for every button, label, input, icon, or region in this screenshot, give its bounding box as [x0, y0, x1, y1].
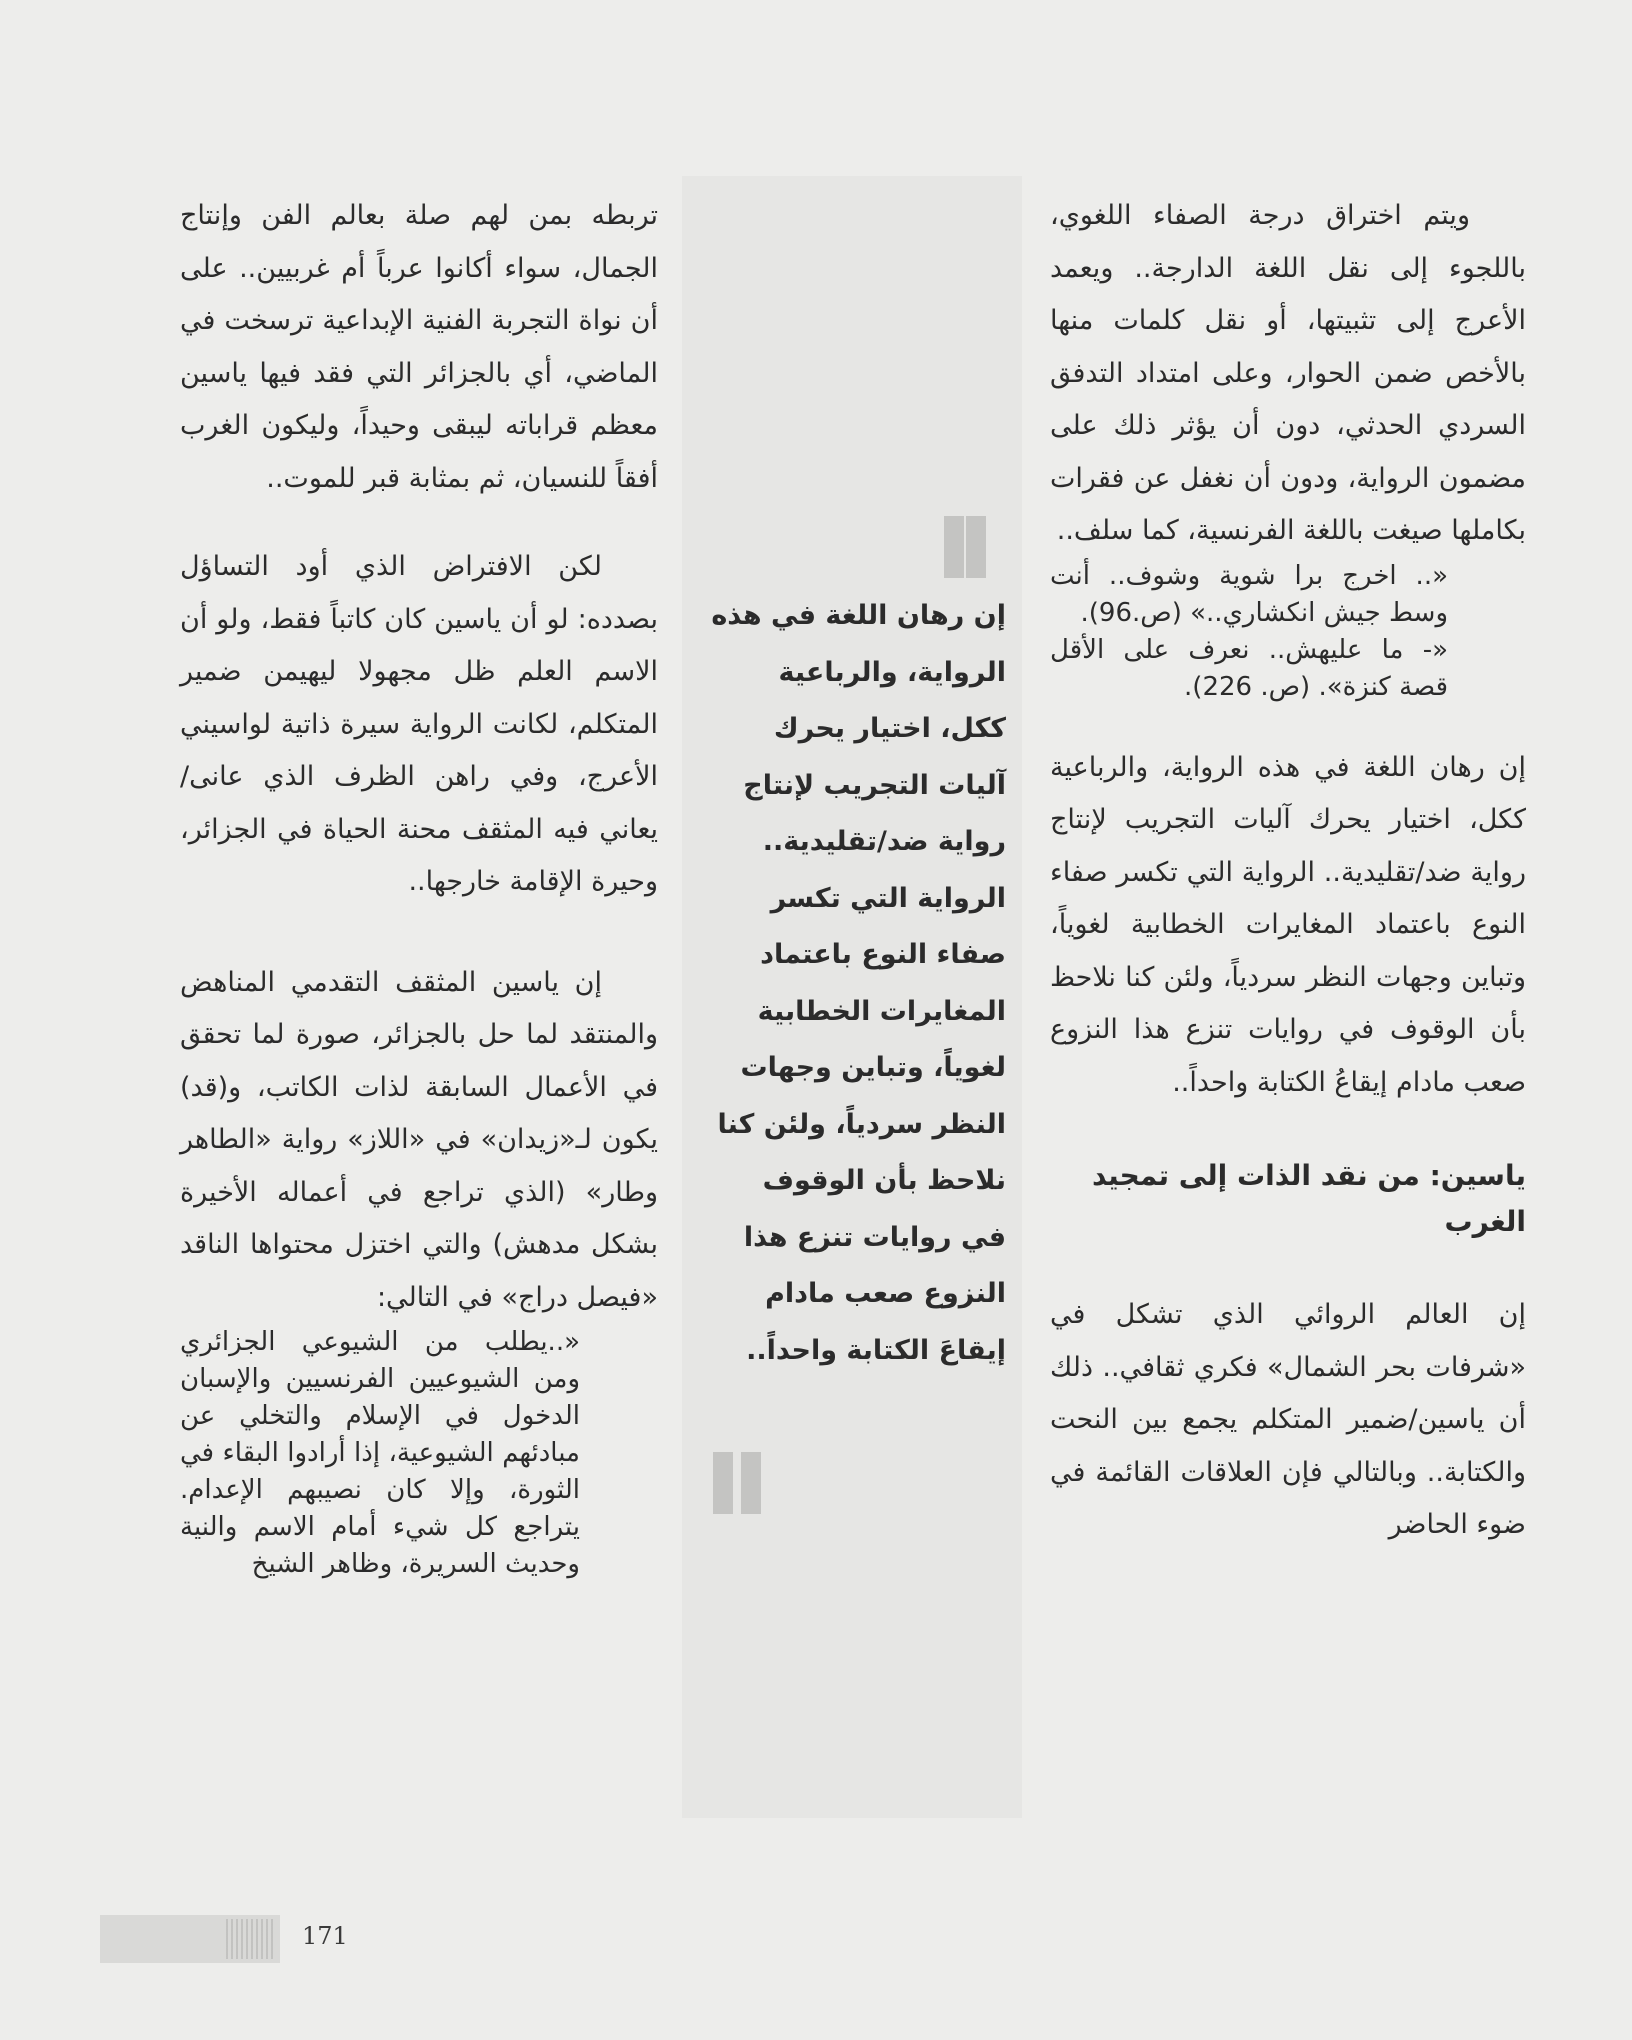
pull-quote: إن رهان اللغة في هذه الرواية، والرباعية ككل، اختيار يحرك آليات التجريب لإنتاج رواية ضد/تقليدية.. الرواية التي تكسر صفاء النوع باعتماد المغايرات الخطابية لغوياً، وتباين وجهات النظر سردياً، ولئن كنا نلاحظ بأن الوقوف في روايات تنزع هذا النزوع صعب مادام إيقاعَ الكتابة واحداً..	[711, 600, 1006, 1366]
page-number: 171	[302, 1922, 348, 1950]
body-paragraph: ويتم اختراق درجة الصفاء اللغوي، باللجوء إلى نقل اللغة الدارجة.. ويعمد الأعرج إلى تثبيتها، أو نقل كلمات منها بالأخص ضمن الحوار، وعلى امتداد التدفق السردي الحدثي، دون أن يؤثر ذلك على مضمون الرواية، ودون أن نغفل عن فقرات بكاملها صيغت باللغة الفرنسية، كما سلف..	[1050, 200, 1526, 546]
body-paragraph: تربطه بمن لهم صلة بعالم الفن وإنتاج الجمال، سواء أكانوا عرباً أم غربيين.. على أن نواة التجربة الفنية الإبداعية ترسخت في الماضي، أي بالجزائر التي فقد فيها ياسين معظم قراباته ليبقى وحيداً، وليكون الغرب أفقاً للنسيان، ثم بمثابة قبر للموت..	[180, 200, 658, 494]
dialogue-quote: «- ما عليهش.. نعرف على الأقل قصة كنزة». (ص. 226).	[1050, 634, 1448, 702]
body-paragraph: لكن الافتراض الذي أود التساؤل بصدده: لو أن ياسين كان كاتباً فقط، ولو أن الاسم العلم ظل مجهولا ليهيمن ضمير المتكلم، لكانت الرواية سيرة ذاتية لواسيني الأعرج، وفي راهن الظرف الذي عانى/يعاني فيه المثقف محنة الحياة في الجزائر، وحيرة الإقامة خارجها..	[180, 551, 658, 897]
right-text-column	[1050, 190, 1526, 1552]
pull-quote-mark-top	[944, 516, 964, 578]
pull-quote-mark-bottom	[713, 1452, 733, 1514]
body-paragraph: إن العالم الروائي الذي تشكل في «شرفات بحر الشمال» فكري ثقافي.. ذلك أن ياسين/ضمير المتكلم يجمع بين النحت والكتابة.. وبالتالي فإن العلاقات القائمة في ضوء الحاضر	[1050, 1299, 1526, 1540]
body-paragraph: إن ياسين المثقف التقدمي المناهض والمنتقد لما حل بالجزائر، صورة لما تحقق في الأعمال السابقة لذات الكاتب، و(قد) يكون لـ«زيدان» في «اللاز» رواية «الطاهر وطار» (الذي تراجع في أعماله الأخيرة بشكل مدهش) والتي اختزل محتواها الناقد «فيصل دراج» في التالي:	[180, 966, 658, 1313]
footer-logo-mark	[226, 1919, 274, 1959]
left-text-column	[180, 190, 658, 1583]
pull-quote-mark-top	[966, 516, 986, 578]
block-quote: «..يطلب من الشيوعي الجزائري ومن الشيوعيين الفرنسيين والإسبان الدخول في الإسلام والتخلي عن مبادئهم الشيوعية، إذا أرادوا البقاء في الثورة، وإلا كان نصيبهم الإعدام. يتراجع كل شيء أمام الاسم والنية وحديث السريرة، وظاهر الشيخ	[180, 1327, 580, 1579]
pull-quote-mark-bottom	[741, 1452, 761, 1514]
body-paragraph: إن رهان اللغة في هذه الرواية، والرباعية ككل، اختيار يحرك آليات التجريب لإنتاج رواية ضد/تقليدية.. الرواية التي تكسر صفاء النوع باعتماد المغايرات الخطابية لغوياً، وتباين وجهات النظر سردياً، ولئن كنا نلاحظ بأن الوقوف في روايات تنزع هذا النزوع صعب مادام إيقاعُ الكتابة واحداً..	[1050, 751, 1526, 1098]
dialogue-quote: «.. اخرج برا شوية وشوف.. أنت وسط جيش انكشاري..» (ص.96).	[1050, 560, 1448, 628]
section-heading: ياسين: من نقد الذات إلى تمجيد الغرب	[1091, 1159, 1526, 1238]
